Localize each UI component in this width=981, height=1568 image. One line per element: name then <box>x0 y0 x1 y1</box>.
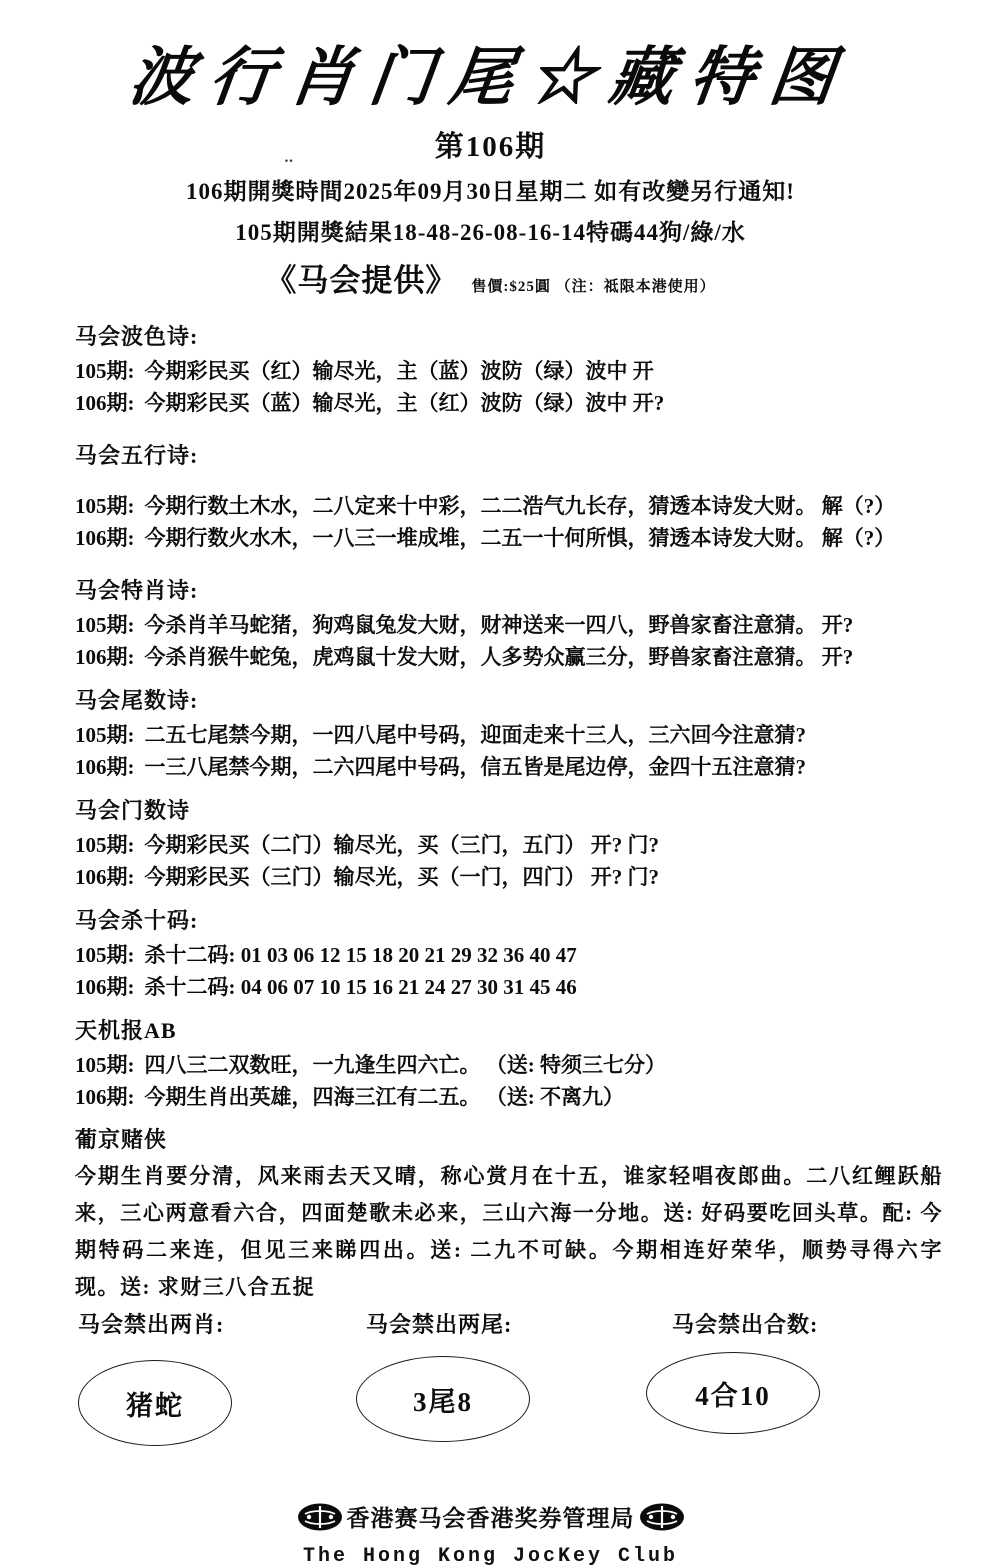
period-line <box>75 971 943 1003</box>
banned-picks-row <box>0 1308 981 1466</box>
banned-tail-heading: 马会禁出两尾: <box>366 1312 513 1337</box>
last-result-line: 105期開獎結果18-48-26-08-16-14特碼44狗/綠/水 <box>235 220 746 245</box>
footer <box>0 1500 981 1568</box>
corner-marks: ‥ <box>284 151 296 166</box>
period-label: 105期: <box>75 943 135 967</box>
section-gate-number-poem <box>75 794 943 893</box>
section-heading: 马会杀十码: <box>75 908 199 933</box>
period-line <box>75 609 943 641</box>
page-title: 波行肖门尾☆藏特图 <box>125 42 855 113</box>
section-tail-number-poem <box>75 684 943 783</box>
section-five-elements-poem <box>75 439 943 554</box>
content-area <box>75 320 943 1306</box>
section-heading: 马会波色诗: <box>75 324 199 349</box>
period-text: 二五七尾禁今期，一四八尾中号码，迎面走来十三人，三六回今注意猜? <box>144 723 806 747</box>
period-label: 106期: <box>75 975 135 999</box>
banned-sum-oval <box>646 1352 820 1434</box>
period-text: 今杀肖羊马蛇猪，狗鸡鼠兔发大财，财神送来一四八，野兽家畜注意猜。 开? <box>144 613 854 637</box>
period-text: 杀十二码: 04 06 07 10 15 16 21 24 27 30 31 45 46 <box>144 975 577 999</box>
section-heading: 马会尾数诗: <box>75 688 199 713</box>
period-label: 106期: <box>75 755 135 779</box>
tipsheet-page <box>0 26 981 1568</box>
gambler-verse-text: 今期生肖要分清，风来雨去天又晴，称心赏月在十五，谁家轻唱夜郎曲。二八红鲤跃船来，三心两意看六合，四面楚歌未必来，三山六海一分地。送: 好码要吃回头草。配: 今期特码二来连，但见三来睇四出。送: 二九不可缺。今期相连好荣华，顺势寻得六字现。送: 求财三八合五捉 <box>75 1164 943 1299</box>
banned-tail-oval <box>356 1356 530 1442</box>
period-line <box>75 490 943 522</box>
period-label: 105期: <box>75 1053 135 1077</box>
period-label: 105期: <box>75 833 135 857</box>
period-label: 106期: <box>75 645 135 669</box>
section-heading: 天机报AB <box>75 1018 177 1043</box>
period-label: 105期: <box>75 723 135 747</box>
period-line <box>75 829 943 861</box>
hkjc-emblem-icon <box>297 1502 343 1532</box>
period-text: 杀十二码: 01 03 06 12 15 18 20 21 29 32 36 40 47 <box>144 943 577 967</box>
period-text: 今期彩民买（三门）输尽光，买（一门，四门） 开? 门? <box>144 865 659 889</box>
period-label: 105期: <box>75 613 135 637</box>
period-line <box>75 387 943 419</box>
issue-number: 第106期 <box>434 131 547 163</box>
period-line <box>75 751 943 783</box>
provider-title: 《马会提供》 <box>265 263 458 298</box>
section-special-zodiac-poem <box>75 574 943 673</box>
banned-tail-value: 3尾8 <box>413 1386 473 1417</box>
period-line <box>75 522 943 554</box>
period-label: 106期: <box>75 391 135 415</box>
period-text: 今期行数土木水，二八定来十中彩，二二浩气九长存，猜透本诗发大财。 解（?） <box>144 494 896 518</box>
period-text: 今杀肖猴牛蛇兔，虎鸡鼠十发大财，人多势众赢三分，野兽家畜注意猜。 开? <box>144 645 854 669</box>
section-heading: 马会门数诗 <box>75 798 191 823</box>
banned-zodiac-value: 猪蛇 <box>126 1390 184 1421</box>
period-text: 今期行数火水木，一八三一堆成堆，二五一十何所惧，猜透本诗发大财。 解（?） <box>144 526 896 550</box>
period-text: 今期彩民买（二门）输尽光，买（三门，五门） 开? 门? <box>144 833 659 857</box>
period-label: 105期: <box>75 494 135 518</box>
footer-org-name: 香港赛马会香港奖券管理局 <box>346 1506 635 1531</box>
provider-row <box>0 255 981 300</box>
section-heading: 马会五行诗: <box>75 443 199 468</box>
period-label: 106期: <box>75 1085 135 1109</box>
banned-zodiac-oval <box>78 1360 232 1446</box>
period-text: 今期彩民买（蓝）输尽光，主（红）波防（绿）波中 开? <box>144 391 665 415</box>
period-line <box>75 1081 943 1113</box>
price-note: 售價:$25圓 （注：祗限本港使用） <box>471 279 716 295</box>
banned-sum-value: 4合10 <box>695 1380 771 1411</box>
section-kill-ten-codes <box>75 904 943 1003</box>
section-wave-color-poem <box>75 320 943 419</box>
period-label: 106期: <box>75 526 135 550</box>
period-line <box>75 1049 943 1081</box>
period-text: 今期彩民买（红）输尽光，主（蓝）波防（绿）波中 开 <box>144 359 654 383</box>
section-heading: 葡京赌侠 <box>75 1127 168 1152</box>
period-line <box>75 719 943 751</box>
section-tianji-report <box>75 1014 943 1113</box>
period-line <box>75 939 943 971</box>
period-label: 106期: <box>75 865 135 889</box>
section-pujing-gambler <box>75 1123 943 1306</box>
period-text: 一三八尾禁今期，二六四尾中号码，信五皆是尾边停，金四十五注意猜? <box>144 755 806 779</box>
period-line <box>75 355 943 387</box>
period-text: 四八三二双数旺，一九逢生四六亡。 （送: 特须三七分） <box>144 1053 666 1077</box>
footer-org-row <box>0 1500 981 1533</box>
period-label: 105期: <box>75 359 135 383</box>
period-line <box>75 641 943 673</box>
hkjc-emblem-icon <box>639 1502 685 1532</box>
period-line <box>75 861 943 893</box>
period-text: 今期生肖出英雄，四海三江有二五。 （送: 不离九） <box>144 1085 624 1109</box>
draw-time-line: 106期開獎時間2025年09月30日星期二 如有改變另行通知! <box>186 179 795 204</box>
footer-club-name: The Hong Kong JocKey Club <box>302 1545 679 1568</box>
banned-sum-heading: 马会禁出合数: <box>672 1312 819 1337</box>
banned-zodiac-heading: 马会禁出两肖: <box>78 1312 225 1337</box>
section-heading: 马会特肖诗: <box>75 578 199 603</box>
